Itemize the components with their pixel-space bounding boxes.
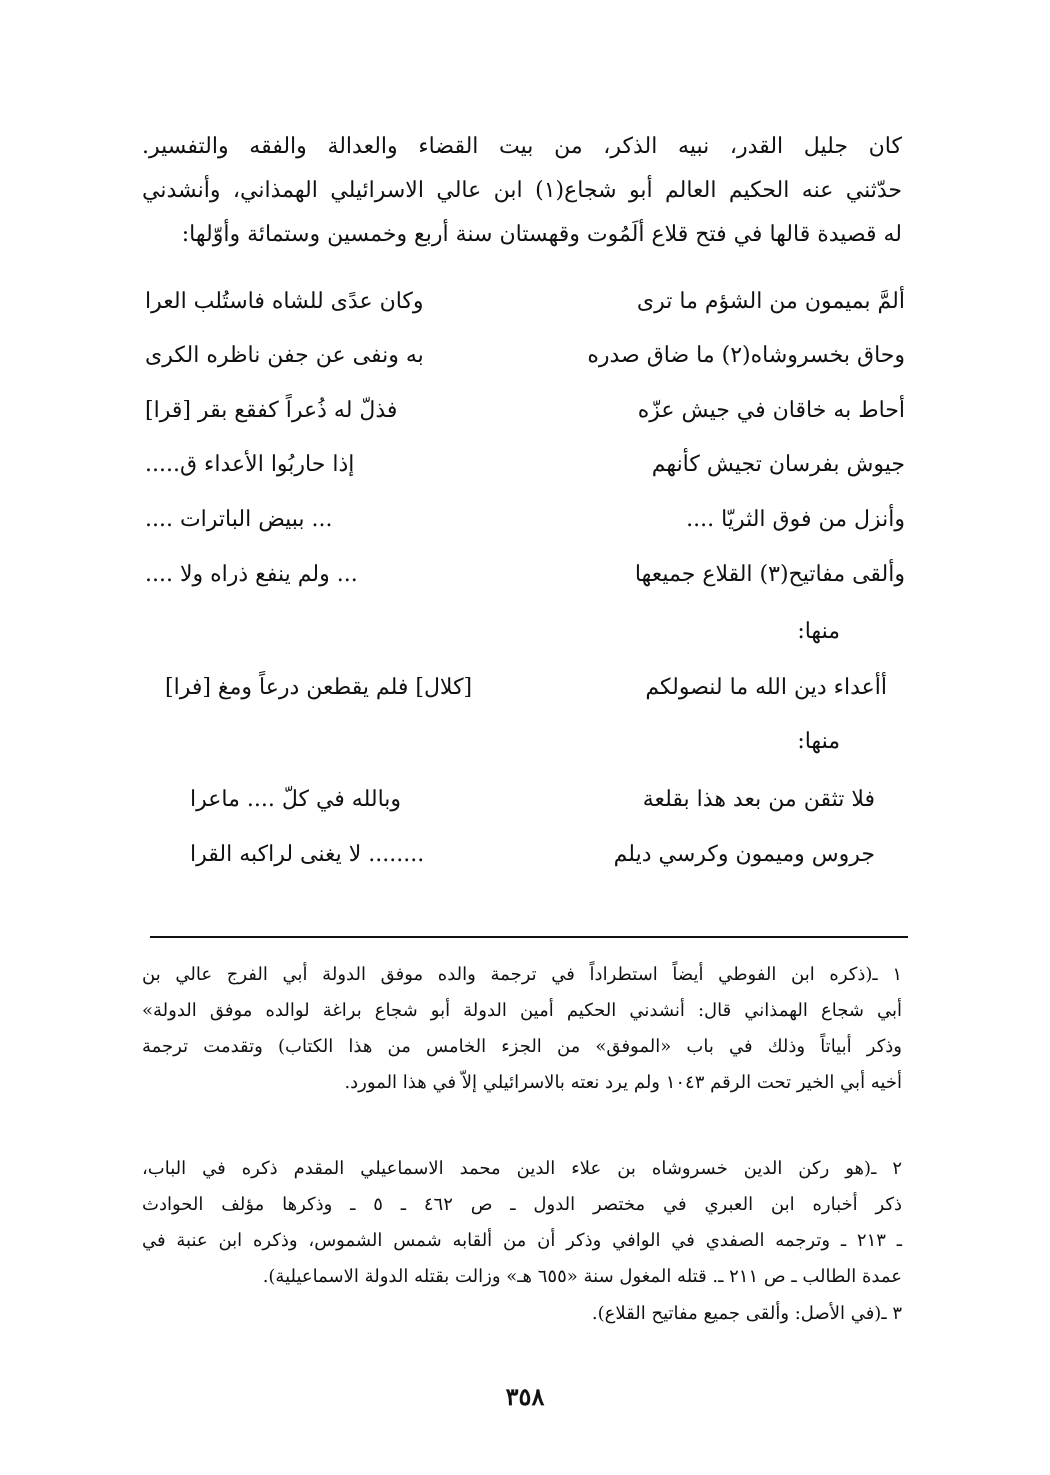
section-label-minha: منها: <box>797 729 840 754</box>
verse-line <box>145 831 905 879</box>
verse-second-hemistich: إذا حاربُوا الأعداء ق..... <box>145 452 355 477</box>
verse-line <box>145 387 905 435</box>
verse-line <box>145 496 905 544</box>
footnote-line: أخيه أبي الخير تحت الرقم ١٠٤٣ ولم يرد نعته بالاسرائيلي إلاّ في هذا المورد. <box>344 1072 902 1093</box>
footnote-line: عمدة الطالب ـ ص ٢١١ ـ. قتله المغول سنة «٦٥٥ هـ» وزالت بقتله الدولة الاسماعيلية). <box>262 1266 902 1287</box>
verse-second-hemistich: ... ببيض الباترات .... <box>145 507 333 532</box>
verse-line <box>145 441 905 489</box>
verse-second-hemistich: ........ لا يغنى لراكبه القرا <box>190 842 425 867</box>
verse-second-hemistich: وبالله في كلّ .... ماعرا <box>190 787 402 812</box>
verse-line <box>145 551 905 599</box>
footnote-line: ١ ـ(ذكره ابن الفوطي أيضاً استطراداً في ترجمة والده موفق الدولة أبي الفرج عالي بن <box>142 964 902 985</box>
verse-first-hemistich: فلا تثقن من بعد هذا بقلعة <box>642 787 875 812</box>
footnote-line: ٣ ـ(في الأصل: وألقى جميع مفاتيح القلاع). <box>591 1303 902 1324</box>
verse-first-hemistich: وأنزل من فوق الثريّا .... <box>686 507 905 532</box>
page-number: ٣٥٨ <box>505 1382 545 1411</box>
verse-line <box>145 332 905 380</box>
intro-line-1: كان جليل القدر، نبيه الذكر، من بيت القضاء والعدالة والفقه والتفسير. <box>142 134 902 159</box>
footnote-line: أبي شجاع الهمذاني قال: أنشدني الحكيم أمين الدولة أبو شجاع براغة لوالده موفق الدولة» <box>142 1000 902 1021</box>
verse-line <box>145 664 905 712</box>
verse-first-hemistich: ألمَّ بميمون من الشؤم ما ترى <box>636 289 905 314</box>
verse-second-hemistich: [كلال] فلم يقطعن درعاً ومغ [فرا] <box>165 675 473 700</box>
verse-line <box>145 278 905 326</box>
verse-first-hemistich: وألقى مفاتيح(٣) القلاع جميعها <box>634 562 905 587</box>
verse-first-hemistich: وحاق بخسروشاه(٢) ما ضاق صدره <box>587 343 905 368</box>
footnote-line: ٢ ـ(هو ركن الدين خسروشاه بن علاء الدين محمد الاسماعيلي المقدم ذكره في الباب، <box>142 1158 902 1179</box>
verse-second-hemistich: فذلّ له ذُعراً كفقع بقر [قرا] <box>145 398 398 423</box>
verse-first-hemistich: أحاط به خاقان في جيش عزّه <box>637 398 905 423</box>
verse-first-hemistich: أأعداء دين الله ما لنصولكم <box>645 675 887 700</box>
intro-line-2: حدّثني عنه الحكيم العالم أبو شجاع(١) ابن عالي الاسرائيلي الهمذاني، وأنشدني <box>142 178 903 203</box>
verse-second-hemistich: به ونفى عن جفن ناظره الكرى <box>145 343 424 368</box>
footnote-line: ذكر أخباره ابن العبري في مختصر الدول ـ ص ٤٦٢ ـ ٥ ـ وذكرها مؤلف الحوادث <box>142 1194 902 1215</box>
verse-second-hemistich: وكان عدًى للشاه فاستُلب العرا <box>145 289 424 314</box>
verse-line <box>145 776 905 824</box>
footnote-line: وذكر أبياتاً وذلك في باب «الموفق» من الجزء الخامس من هذا الكتاب) وتقدمت ترجمة <box>142 1036 902 1057</box>
footnote-line: ـ ٢١٣ ـ وترجمه الصفدي في الوافي وذكر أن من ألقابه شمس الشموس، وذكره ابن عنبة في <box>142 1230 903 1251</box>
footnote-divider <box>150 936 908 938</box>
intro-line-3: له قصيدة قالها في فتح قلاع ألَمُوت وقهستان سنة أربع وخمسين وستمائة وأوّلها: <box>181 222 902 247</box>
verse-second-hemistich: ... ولم ينفع ذراه ولا .... <box>145 562 358 587</box>
section-label-minha: منها: <box>797 619 840 644</box>
verse-first-hemistich: جيوش بفرسان تجيش كأنهم <box>651 452 905 477</box>
verse-first-hemistich: جروس وميمون وكرسي ديلم <box>613 842 875 867</box>
